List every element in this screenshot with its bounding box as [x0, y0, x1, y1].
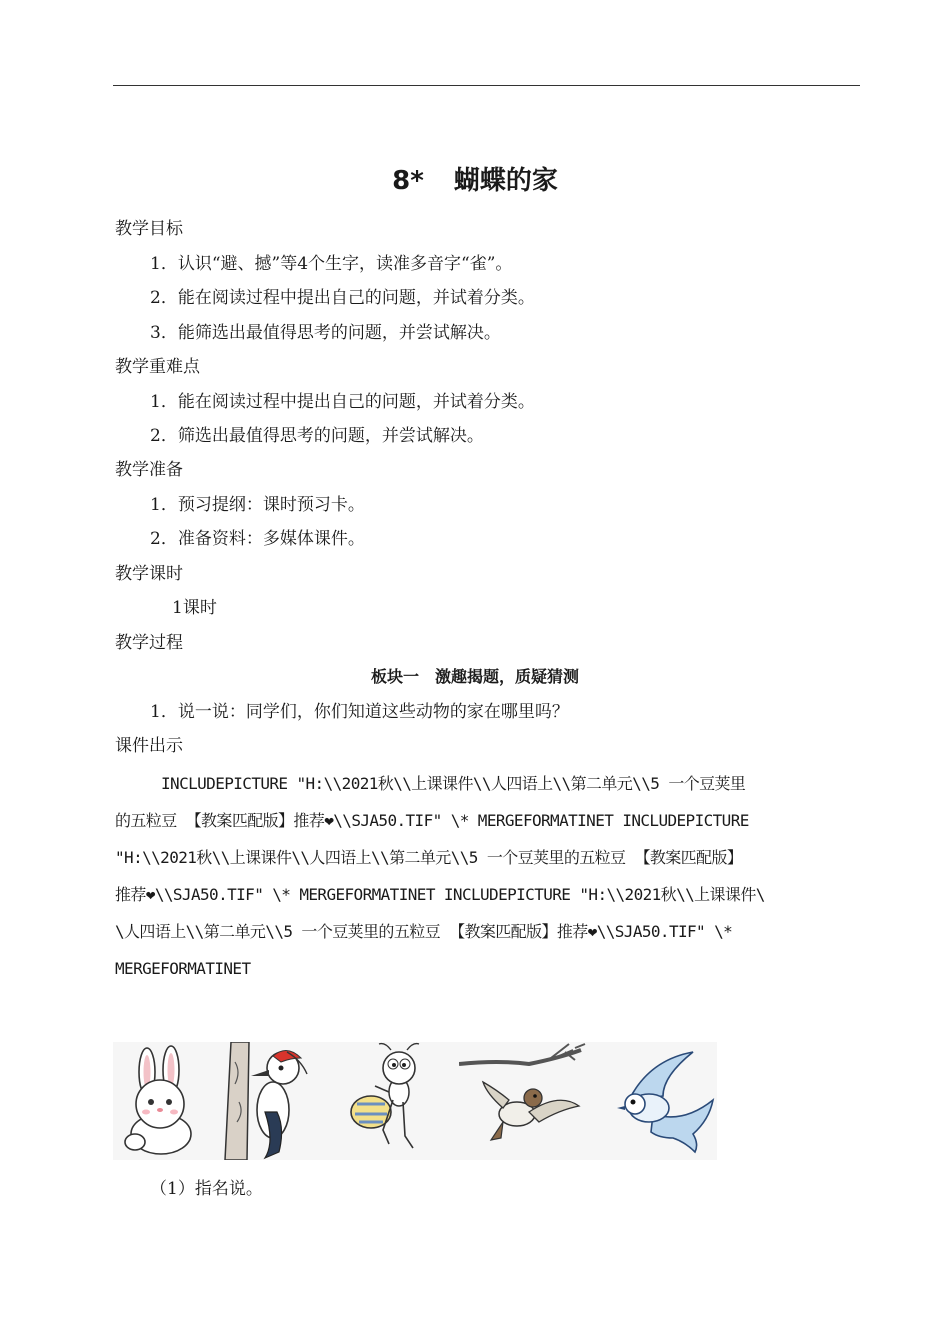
sparrow-illustration [459, 1042, 589, 1160]
animal-illustrations [113, 1042, 717, 1160]
prep-heading: 教学准备 [115, 460, 183, 480]
page-title [0, 160, 950, 197]
step-1: 1．说一说：同学们，你们知道这些动物的家在哪里吗？ [150, 702, 569, 722]
key-heading: 教学重难点 [115, 357, 200, 377]
process-heading: 教学过程 [115, 633, 183, 653]
courseware-label: 课件出示 [115, 736, 183, 756]
goal-item-3: 3．能筛选出最值得思考的问题，并尝试解决。 [150, 323, 501, 343]
block-title: 板块一 激趣揭题，质疑猜测 [370, 667, 579, 686]
field-code-line: "H:\\2021秋\\上课课件\\人四语上\\第二单元\\5 一个豆荚里的五粒豆 【教案匹配版】 [115, 848, 743, 867]
goal-item-2: 2．能在阅读过程中提出自己的问题，并试着分类。 [150, 288, 535, 308]
hours-heading: 教学课时 [115, 564, 183, 584]
title-number: 8* [392, 166, 424, 196]
key-item-1: 1．能在阅读过程中提出自己的问题，并试着分类。 [150, 392, 535, 412]
prep-item-1: 1．预习提纲：课时预习卡。 [150, 495, 365, 515]
field-code-block [115, 765, 863, 987]
field-code-line: 的五粒豆 【教案匹配版】推荐❤\\SJA50.TIF" \* MERGEFORMATINET INCLUDEPICTURE [115, 811, 749, 830]
field-code-line: 推荐❤\\SJA50.TIF" \* MERGEFORMATINET INCLUDEPICTURE "H:\\2021秋\\上课课件\ [115, 885, 765, 904]
swallow-illustration [613, 1042, 717, 1160]
field-code-line: MERGEFORMATINET [115, 959, 251, 978]
hours-value: 1课时 [172, 598, 217, 618]
field-code-line: INCLUDEPICTURE "H:\\2021秋\\上课课件\\人四语上\\第二单元\\5 一个豆荚里 [161, 774, 746, 793]
ant-illustration [341, 1042, 431, 1160]
title-text: 蝴蝶的家 [453, 166, 558, 196]
goal-item-1: 1．认识“避、撼”等4个生字，读准多音字“雀”。 [150, 254, 513, 274]
prep-item-2: 2．准备资料：多媒体课件。 [150, 529, 365, 549]
goals-heading: 教学目标 [115, 219, 183, 239]
header-rule [113, 85, 860, 86]
field-code-line: \人四语上\\第二单元\\5 一个豆荚里的五粒豆 【教案匹配版】推荐❤\\SJA50.TIF" \* [115, 922, 733, 941]
key-item-2: 2．筛选出最值得思考的问题，并尝试解决。 [150, 426, 484, 446]
woodpecker-illustration [221, 1042, 321, 1160]
sub-step-1: （1）指名说。 [150, 1179, 263, 1199]
rabbit-illustration [113, 1042, 213, 1160]
